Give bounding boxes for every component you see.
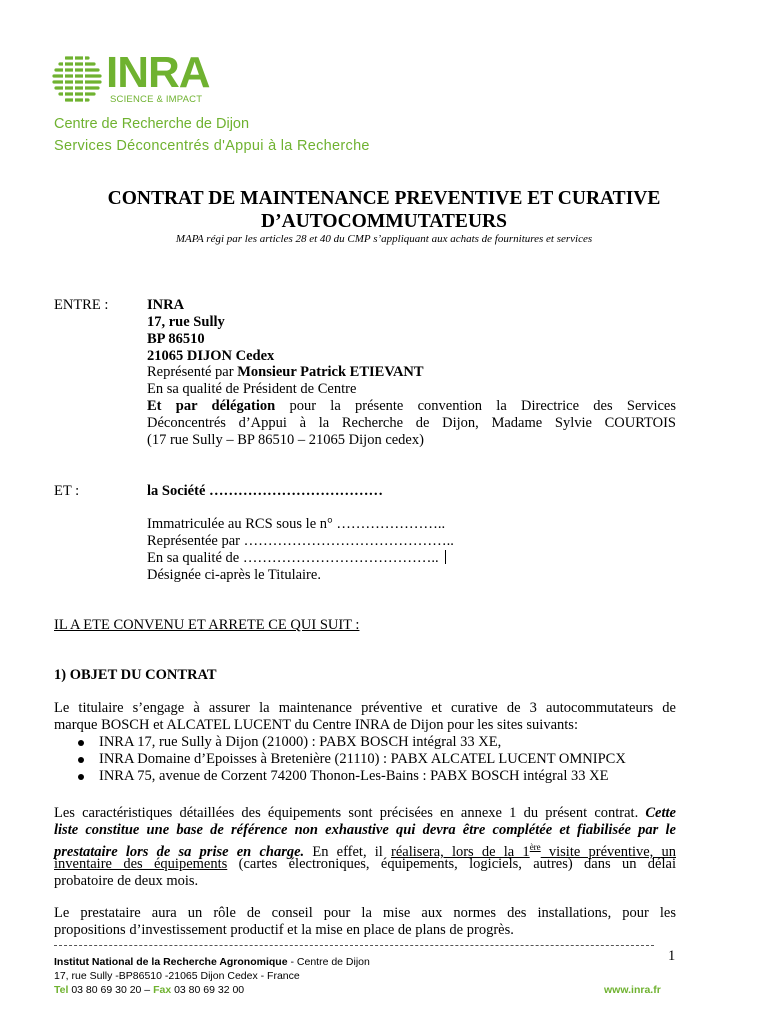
- entre-address2: BP 86510: [147, 331, 205, 347]
- entre-delegation-line2: Déconcentrés d’Appui à la Recherche de Dijon, Madame Sylvie COURTOIS: [147, 415, 676, 431]
- footer-address: 17, rue Sully -BP86510 -21065 Dijon Cedex - France: [54, 970, 300, 982]
- section1-p1-line2: marque BOSCH et ALCATEL LUCENT du Centre INRA de Dijon pour les sites suivants:: [54, 717, 578, 733]
- text-cursor: [445, 550, 446, 564]
- section1-p1-line1: Le titulaire s’engage à assurer la maintenance préventive et curative de 3 autocommutateurs de: [54, 700, 676, 716]
- convenu-heading: IL A ETE CONVENU ET ARRETE CE QUI SUIT :: [54, 617, 360, 633]
- service-name: Services Déconcentrés d'Appui à la Recherche: [54, 138, 370, 154]
- logo-tagline: SCIENCE & IMPACT: [110, 94, 203, 105]
- globe-icon: [52, 52, 102, 102]
- entre-delegation-line1: [147, 398, 676, 415]
- entre-delegation-line3: (17 rue Sully – BP 86510 – 21065 Dijon cedex): [147, 432, 424, 448]
- footer-website-link[interactable]: www.inra.fr: [604, 984, 661, 996]
- footer-tel: 03 80 69 30 20 –: [68, 984, 154, 996]
- document-title-line1: CONTRAT DE MAINTENANCE PREVENTIVE ET CURATIVE: [107, 188, 661, 209]
- p2-line3-normal: En effet, il: [304, 843, 392, 860]
- footer-contact: [54, 983, 244, 997]
- entre-label: ENTRE :: [54, 297, 109, 313]
- bullet-item: INRA 17, rue Sully à Dijon (21000) : PABX BOSCH intégral 33 XE,: [99, 734, 502, 750]
- et-representative: Représentée par ……………………………………..: [147, 533, 454, 549]
- logo-wordmark: INRA: [106, 48, 210, 97]
- et-quality-text: En sa qualité de …………………………………..: [147, 550, 439, 566]
- inra-logo: [52, 50, 212, 108]
- section1-p2-line4: [54, 856, 676, 873]
- p2-line3-underline2: visite préventive, un: [540, 843, 677, 860]
- p2-line3-italic: prestataire lors de sa prise en charge.: [54, 843, 305, 860]
- p2-italic: Cette: [645, 805, 676, 821]
- document-title-line2: D’AUTOCOMMUTATEURS: [261, 211, 507, 232]
- bullet-1: [78, 740, 84, 746]
- bullet-2: [78, 757, 84, 763]
- p2-line4-underline: inventaire des équipements: [54, 856, 228, 872]
- et-rcs: Immatriculée au RCS sous le n° …………………..: [147, 516, 446, 532]
- section1-heading: 1) OBJET DU CONTRAT: [54, 667, 217, 683]
- entre-address1: 17, rue Sully: [147, 314, 225, 330]
- delegation-rest: pour la présente convention la Directrice des Services: [275, 398, 676, 414]
- center-name: Centre de Recherche de Dijon: [54, 116, 250, 132]
- p2-normal: Les caractéristiques détaillées des équipements sont précisées en annexe 1 du présent contrat.: [54, 805, 646, 821]
- footer-fax-label: Fax: [153, 984, 172, 996]
- section1-p3-line1: Le prestataire aura un rôle de conseil pour la mise aux normes des installations, pour les: [54, 905, 676, 921]
- et-quality: [147, 550, 446, 567]
- footer-fax: 03 80 69 32 00: [171, 984, 245, 996]
- bullet-3: [78, 774, 84, 780]
- footer-institute-suffix: - Centre de Dijon: [287, 956, 370, 968]
- section1-p2-line5: probatoire de deux mois.: [54, 873, 199, 889]
- et-societe: la Société ………………………………: [147, 483, 384, 499]
- footer-institute-name: Institut National de la Recherche Agronomique: [54, 956, 288, 968]
- et-designee: Désignée ci-après le Titulaire.: [147, 567, 321, 583]
- footer-tel-label: Tel: [54, 984, 69, 996]
- footer-institute: [54, 955, 370, 969]
- page-number: 1: [668, 948, 676, 964]
- entre-name: INRA: [147, 297, 185, 313]
- p2-line3-sup: ère: [529, 842, 541, 852]
- p2-line3-underline1: réalisera, lors de la 1: [391, 843, 530, 860]
- document-subtitle: MAPA régi par les articles 28 et 40 du CMP s’appliquant aux achats de fournitures et services: [175, 233, 593, 245]
- section1-p2-line2: liste constitue une base de référence non exhaustive qui devra être complétée et fiabilisée par le: [54, 822, 676, 838]
- bullet-item: INRA 75, avenue de Corzent 74200 Thonon-Les-Bains : PABX BOSCH intégral 33 XE: [99, 768, 609, 784]
- rep-name: Monsieur Patrick ETIEVANT: [237, 364, 424, 380]
- bullet-item: INRA Domaine d’Epoisses à Bretenière (21110) : PABX ALCATEL LUCENT OMNIPCX: [99, 751, 626, 767]
- et-label: ET :: [54, 483, 80, 499]
- entre-quality: En sa qualité de Président de Centre: [147, 381, 357, 397]
- section1-p3-line2: propositions d’investissement productif et la mise en place de plans de progrès.: [54, 922, 514, 938]
- delegation-bold: Et par délégation: [147, 398, 276, 414]
- entre-representative: [147, 364, 424, 381]
- p2-line4-rest: (cartes électroniques, équipements, logiciels, autres) dans un délai: [227, 856, 676, 872]
- entre-address3: 21065 DIJON Cedex: [147, 348, 275, 364]
- rep-prefix: Représenté par: [147, 364, 238, 380]
- section1-p2-line1: [54, 805, 676, 822]
- footer-divider: [54, 945, 654, 946]
